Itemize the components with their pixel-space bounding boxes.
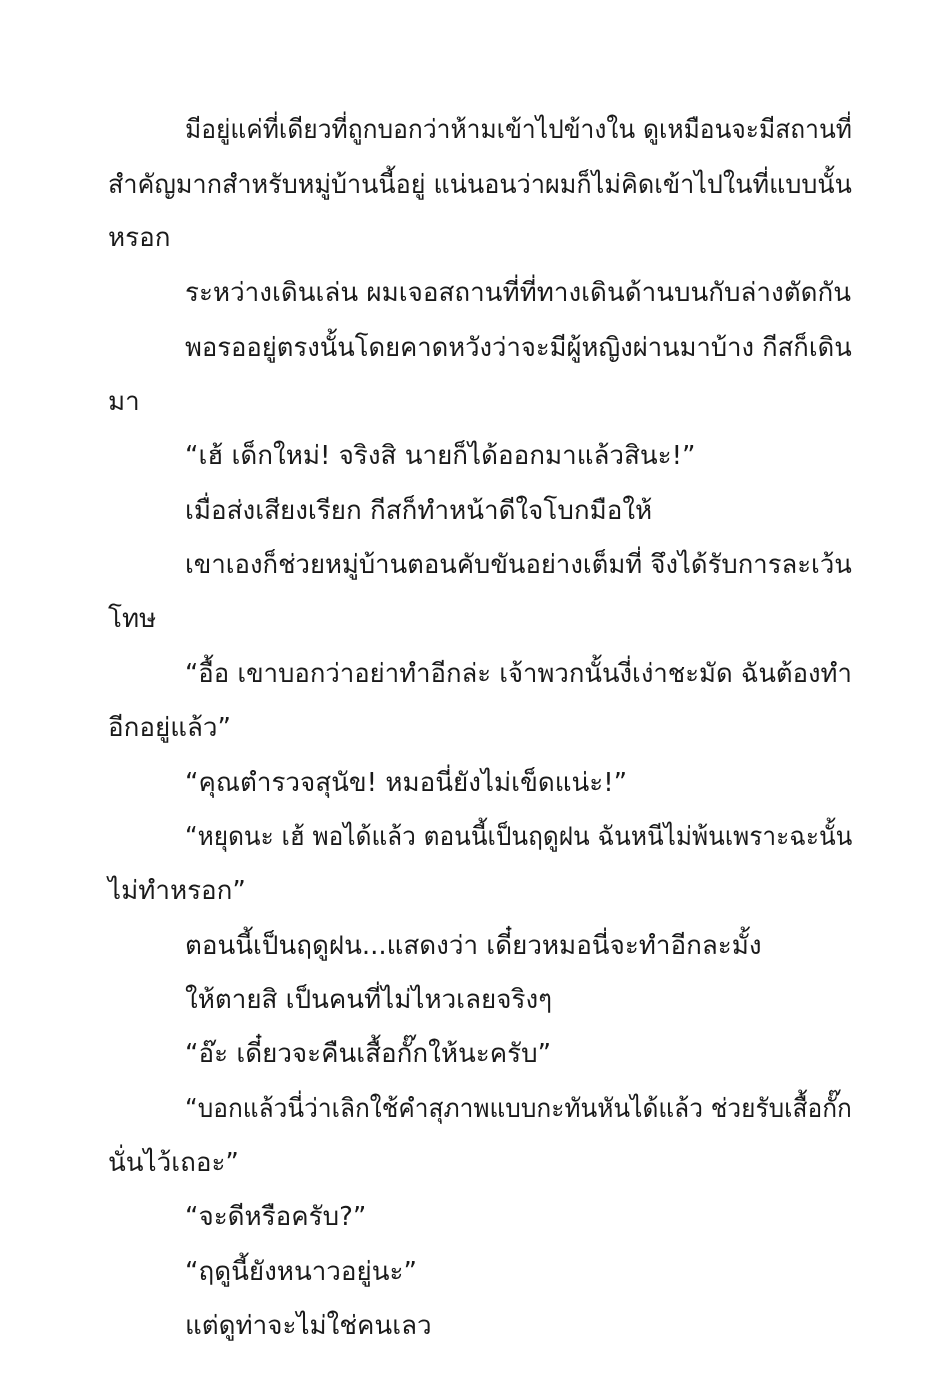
text-line: “ฤดูนี้ยังหนาวอยู่นะ”: [185, 1257, 417, 1287]
text-line: อีกอยู่แล้ว”: [108, 713, 231, 743]
text-line: “เฮ้ เด็กใหม่! จริงสิ นายก็ได้ออกมาแล้วสินะ!”: [185, 441, 696, 471]
text-line: “จะดีหรือครับ?”: [185, 1202, 367, 1232]
text-line: “หยุดนะ เฮ้ พอได้แล้ว ตอนนี้เป็นฤดูฝน ฉันหนีไม่พ้นเพราะฉะนั้น: [185, 822, 853, 852]
text-line: “คุณตำรวจสุนัข! หมอนี่ยังไม่เข็ดแน่ะ!”: [185, 768, 628, 798]
text-line: แต่ดูท่าจะไม่ใช่คนเลว: [185, 1311, 432, 1341]
text-line: นั่นไว้เถอะ”: [108, 1148, 239, 1178]
text-line: ตอนนี้เป็นฤดูฝน...แสดงว่า เดี๋ยวหมอนี่จะทำอีกละมั้ง: [185, 931, 762, 961]
text-line: ให้ตายสิ เป็นคนที่ไม่ไหวเลยจริงๆ: [185, 985, 553, 1015]
text-line: หรอก: [108, 223, 171, 253]
text-line: “อ๊ะ เดี๋ยวจะคืนเสื้อกั๊กให้นะครับ”: [185, 1039, 552, 1069]
text-line: สำคัญมากสำหรับหมู่บ้านนี้อยู่ แน่นอนว่าผมก็ไม่คิดเข้าไปในที่แบบนั้น: [108, 170, 852, 200]
text-line: เมื่อส่งเสียงเรียก กีสก็ทำหน้าดีใจโบกมือให้: [185, 496, 653, 526]
text-line: เขาเองก็ช่วยหมู่บ้านตอนคับขันอย่างเต็มที่ จึงได้รับการละเว้น: [185, 550, 852, 580]
text-line: “บอกแล้วนี่ว่าเลิกใช้คำสุภาพแบบกะทันหันได้แล้ว ช่วยรับเสื้อกั๊ก: [185, 1094, 852, 1124]
text-line: ระหว่างเดินเล่น ผมเจอสถานที่ที่ทางเดินด้านบนกับล่างตัดกัน: [185, 278, 852, 308]
text-line: พอรออยู่ตรงนั้นโดยคาดหวังว่าจะมีผู้หญิงผ่านมาบ้าง กีสก็เดิน: [185, 333, 852, 363]
text-line: มา: [108, 387, 140, 417]
text-line: โทษ: [108, 604, 157, 634]
text-line: มีอยู่แค่ที่เดียวที่ถูกบอกว่าห้ามเข้าไปข้างใน ดูเหมือนจะมีสถานที่: [185, 115, 852, 145]
text-line: “อื้อ เขาบอกว่าอย่าทำอีกล่ะ เจ้าพวกนั้นงี่เง่าชะมัด ฉันต้องทำ: [185, 659, 852, 689]
text-line: ไม่ทำหรอก”: [108, 876, 246, 906]
